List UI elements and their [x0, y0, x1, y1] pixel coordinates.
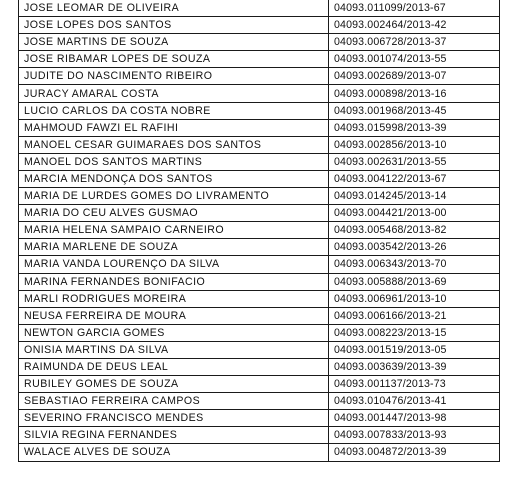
table-row — [19, 376, 500, 393]
table-row — [19, 393, 500, 410]
table-row — [19, 102, 500, 119]
table-row — [19, 444, 500, 461]
process-number-cell: 04093.004421/2013-00 — [329, 205, 500, 222]
process-number-cell: 04093.001968/2013-45 — [329, 102, 500, 119]
table-row — [19, 85, 500, 102]
person-name-cell: JOSE LOPES DOS SANTOS — [19, 17, 329, 34]
person-name-cell: RAIMUNDA DE DEUS LEAL — [19, 358, 329, 375]
table-row — [19, 34, 500, 51]
process-number-cell: 04093.001447/2013-98 — [329, 410, 500, 427]
person-name-cell: MARIA DE LURDES GOMES DO LIVRAMENTO — [19, 188, 329, 205]
person-name-cell: MARIA MARLENE DE SOUZA — [19, 239, 329, 256]
table-row — [19, 0, 500, 17]
person-name-cell: JOSE LEOMAR DE OLIVEIRA — [19, 0, 329, 17]
process-number-cell: 04093.001137/2013-73 — [329, 376, 500, 393]
table-row — [19, 51, 500, 68]
document-page — [18, 0, 492, 462]
table-row — [19, 170, 500, 187]
person-name-cell: JUDITE DO NASCIMENTO RIBEIRO — [19, 68, 329, 85]
table-row — [19, 68, 500, 85]
person-name-cell: NEWTON GARCIA GOMES — [19, 324, 329, 341]
records-table-body — [19, 0, 500, 461]
records-table — [18, 0, 500, 462]
table-row — [19, 358, 500, 375]
table-row — [19, 17, 500, 34]
process-number-cell: 04093.007833/2013-93 — [329, 427, 500, 444]
person-name-cell: MARINA FERNANDES BONIFACIO — [19, 273, 329, 290]
process-number-cell: 04093.002856/2013-10 — [329, 136, 500, 153]
process-number-cell: 04093.006166/2013-21 — [329, 307, 500, 324]
process-number-cell: 04093.002631/2013-55 — [329, 153, 500, 170]
table-row — [19, 273, 500, 290]
person-name-cell: JURACY AMARAL COSTA — [19, 85, 329, 102]
process-number-cell: 04093.001074/2013-55 — [329, 51, 500, 68]
process-number-cell: 04093.005888/2013-69 — [329, 273, 500, 290]
process-number-cell: 04093.004122/2013-67 — [329, 170, 500, 187]
table-row — [19, 222, 500, 239]
person-name-cell: MARIA DO CEU ALVES GUSMAO — [19, 205, 329, 222]
process-number-cell: 04093.008223/2013-15 — [329, 324, 500, 341]
process-number-cell: 04093.003542/2013-26 — [329, 239, 500, 256]
process-number-cell: 04093.014245/2013-14 — [329, 188, 500, 205]
table-row — [19, 256, 500, 273]
table-row — [19, 239, 500, 256]
process-number-cell: 04093.011099/2013-67 — [329, 0, 500, 17]
process-number-cell: 04093.006961/2013-10 — [329, 290, 500, 307]
person-name-cell: MANOEL CESAR GUIMARAES DOS SANTOS — [19, 136, 329, 153]
person-name-cell: MANOEL DOS SANTOS MARTINS — [19, 153, 329, 170]
person-name-cell: MARIA HELENA SAMPAIO CARNEIRO — [19, 222, 329, 239]
process-number-cell: 04093.005468/2013-82 — [329, 222, 500, 239]
table-row — [19, 410, 500, 427]
process-number-cell: 04093.006343/2013-70 — [329, 256, 500, 273]
person-name-cell: NEUSA FERREIRA DE MOURA — [19, 307, 329, 324]
table-row — [19, 136, 500, 153]
table-row — [19, 427, 500, 444]
table-row — [19, 290, 500, 307]
table-row — [19, 341, 500, 358]
person-name-cell: MARIA VANDA LOURENÇO DA SILVA — [19, 256, 329, 273]
person-name-cell: MARLI RODRIGUES MOREIRA — [19, 290, 329, 307]
person-name-cell: SILVIA REGINA FERNANDES — [19, 427, 329, 444]
person-name-cell: MAHMOUD FAWZI EL RAFIHI — [19, 119, 329, 136]
process-number-cell: 04093.001519/2013-05 — [329, 341, 500, 358]
process-number-cell: 04093.006728/2013-37 — [329, 34, 500, 51]
process-number-cell: 04093.015998/2013-39 — [329, 119, 500, 136]
process-number-cell: 04093.003639/2013-39 — [329, 358, 500, 375]
table-row — [19, 153, 500, 170]
person-name-cell: MARCIA MENDONÇA DOS SANTOS — [19, 170, 329, 187]
process-number-cell: 04093.000898/2013-16 — [329, 85, 500, 102]
person-name-cell: WALACE ALVES DE SOUZA — [19, 444, 329, 461]
person-name-cell: JOSE RIBAMAR LOPES DE SOUZA — [19, 51, 329, 68]
person-name-cell: SEVERINO FRANCISCO MENDES — [19, 410, 329, 427]
person-name-cell: RUBILEY GOMES DE SOUZA — [19, 376, 329, 393]
person-name-cell: LUCIO CARLOS DA COSTA NOBRE — [19, 102, 329, 119]
process-number-cell: 04093.002464/2013-42 — [329, 17, 500, 34]
person-name-cell: JOSE MARTINS DE SOUZA — [19, 34, 329, 51]
table-row — [19, 307, 500, 324]
table-row — [19, 119, 500, 136]
table-row — [19, 324, 500, 341]
process-number-cell: 04093.004872/2013-39 — [329, 444, 500, 461]
person-name-cell: ONISIA MARTINS DA SILVA — [19, 341, 329, 358]
table-row — [19, 205, 500, 222]
table-row — [19, 188, 500, 205]
person-name-cell: SEBASTIAO FERREIRA CAMPOS — [19, 393, 329, 410]
process-number-cell: 04093.002689/2013-07 — [329, 68, 500, 85]
process-number-cell: 04093.010476/2013-41 — [329, 393, 500, 410]
